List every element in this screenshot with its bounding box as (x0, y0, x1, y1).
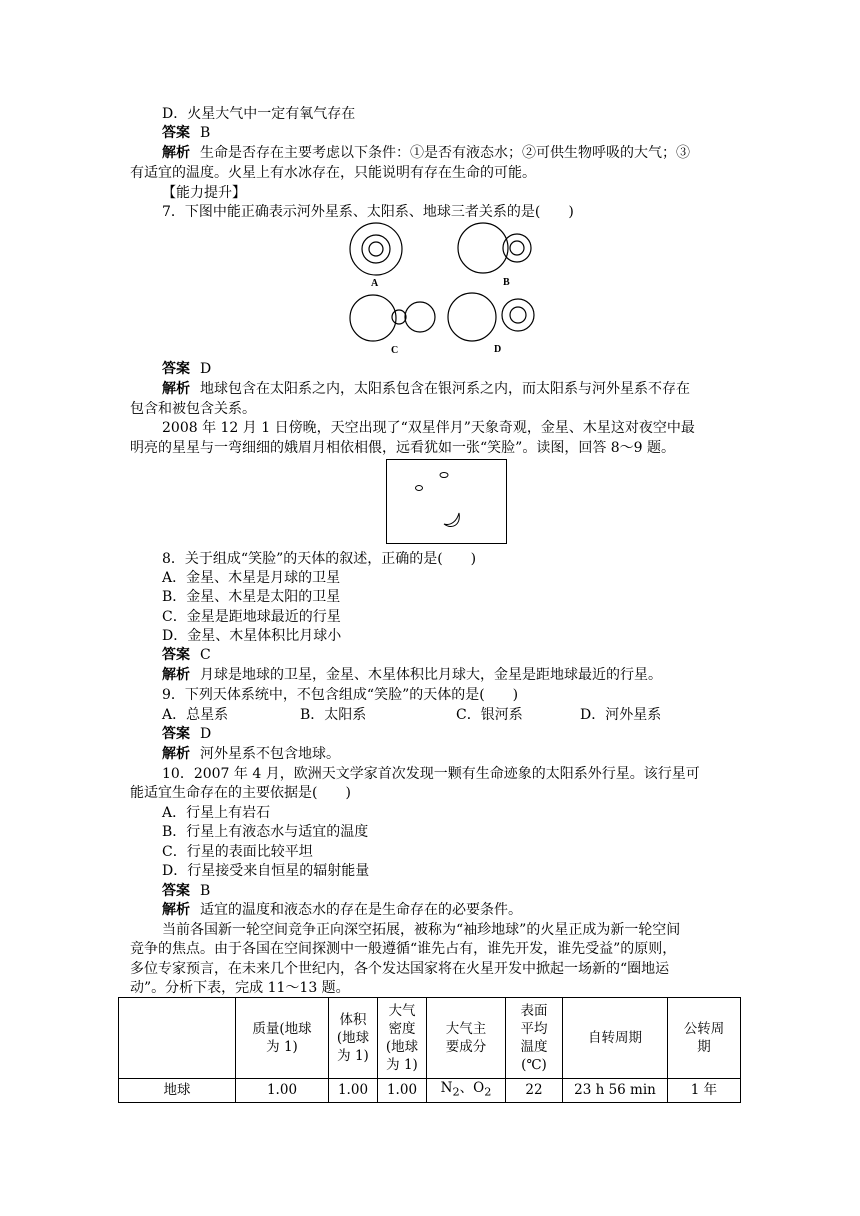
q8-option-c: C．金星是距地球最近的行星 (162, 609, 341, 625)
q7-analysis (162, 380, 690, 399)
analysis-label: 解析 (162, 381, 190, 397)
q10-stem-line-1: 10．2007 年 4 月，欧洲天文学家首次发现一颗有生命迹象的太阳系外行星。该行星可 (162, 766, 700, 782)
diagram-a (350, 223, 402, 289)
q10-analysis (162, 901, 522, 920)
q8-analysis (162, 666, 662, 685)
q9-option-d: D．河外星系 (580, 707, 662, 723)
q6-analysis (162, 144, 690, 163)
answer-value: D (200, 361, 212, 377)
diagram-c (350, 295, 435, 356)
q6-analysis-cont: 有适宜的温度。火星上有水冰存在，只能说明有存在生命的可能。 (130, 165, 536, 181)
q9-stem: 9．下列天体系统中，不包含组成“笑脸”的天体的是( ) (162, 687, 519, 703)
q6-option-d: D．火星大气中一定有氧气存在 (162, 106, 356, 122)
q8-stem: 8．关于组成“笑脸”的天体的叙述，正确的是( ) (162, 551, 477, 567)
diagram-b-label: B (503, 277, 510, 288)
analysis-label: 解析 (162, 145, 190, 161)
smiley-face-figure (386, 459, 508, 545)
intro-8-9-line-1: 2008 年 12 月 1 日傍晚，天空出现了“双星伴月”天象奇观，金星、木星这对夜空中最 (162, 420, 695, 436)
q7-answer (162, 360, 211, 379)
cell-composition: $N_2$、$O_2$ (427, 1079, 506, 1103)
planet-comparison-table (118, 997, 741, 1103)
diagram-d-label: D (494, 344, 502, 355)
intro-11-13-line-3: 多位专家预言，在未来几个世纪内，各个发达国家将在火星开发中掀起一场新的“圈地运 (130, 961, 670, 977)
analysis-label: 解析 (162, 746, 190, 762)
diagram-c-label: C (391, 345, 399, 356)
table-row (119, 1079, 741, 1103)
q9-option-b: B．太阳系 (300, 707, 367, 723)
analysis-text: 适宜的温度和液态水的存在是生命存在的必要条件。 (200, 902, 522, 918)
q9-answer (162, 725, 211, 744)
table-header-row (119, 998, 741, 1079)
header-cell-revolution: 公转周 期 (668, 998, 741, 1079)
header-cell-temperature: 表面 平均 温度 (℃) (506, 998, 563, 1079)
q7-figure (345, 222, 545, 357)
cell-mass: 1.00 (236, 1079, 329, 1103)
cell-temperature: 22 (506, 1079, 563, 1103)
q8-answer (162, 646, 211, 665)
q8-option-a: A．金星、木星是月球的卫星 (162, 570, 341, 586)
analysis-text: 生命是否存在主要考虑以下条件：①是否有液态水；②可供生物呼吸的大气；③ (200, 145, 690, 161)
section-heading: 【能力提升】 (162, 185, 246, 201)
cell-name: 地球 (119, 1079, 236, 1103)
header-cell-rotation: 自转周期 (563, 998, 668, 1079)
q8-option-b: B．金星、木星是太阳的卫星 (162, 589, 341, 605)
header-cell-density: 大气 密度 (地球 为 1) (378, 998, 427, 1079)
answer-label: 答案 (162, 125, 190, 141)
cell-rotation: 23 h 56 min (563, 1079, 668, 1103)
analysis-text: 月球是地球的卫星，金星、木星体积比月球大，金星是距地球最近的行星。 (200, 667, 662, 683)
cell-revolution: 1 年 (668, 1079, 741, 1103)
analysis-label: 解析 (162, 902, 190, 918)
answer-label: 答案 (162, 883, 190, 899)
header-cell-composition: 大气主 要成分 (427, 998, 506, 1079)
intro-11-13-line-4: 动”。分析下表，完成 11～13 题。 (130, 980, 350, 996)
cell-density: 1.00 (378, 1079, 427, 1103)
answer-label: 答案 (162, 647, 190, 663)
q10-option-d: D．行星接受来自恒星的辐射能量 (162, 863, 370, 879)
header-cell-mass: 质量(地球 为 1) (236, 998, 329, 1079)
answer-value: D (200, 726, 212, 742)
diagram-d (448, 293, 534, 355)
q10-answer (162, 882, 210, 901)
intro-11-13-line-1: 当前各国新一轮空间竞争正向深空拓展，被称为“袖珍地球”的火星正成为新一轮空间 (162, 922, 681, 938)
header-cell-blank (119, 998, 236, 1079)
answer-value: B (200, 883, 211, 899)
q7-stem: 7．下图中能正确表示河外星系、太阳系、地球三者关系的是( ) (162, 204, 574, 220)
q7-analysis-cont: 包含和被包含关系。 (130, 401, 256, 417)
diagram-a-label: A (371, 278, 379, 289)
cell-volume: 1.00 (329, 1079, 378, 1103)
q9-analysis (162, 745, 340, 764)
q10-option-b: B．行星上有液态水与适宜的温度 (162, 824, 369, 840)
q10-option-c: C．行星的表面比较平坦 (162, 844, 313, 860)
q10-stem-line-2: 能适宜生命存在的主要依据是( ) (130, 785, 351, 801)
q9-option-c: C．银河系 (456, 707, 523, 723)
intro-8-9-line-2: 明亮的星星与一弯细细的娥眉月相依相偎，远看犹如一张“笑脸”。读图，回答 8～9 题。 (130, 440, 676, 456)
q9-option-a: A．总星系 (162, 707, 229, 723)
analysis-label: 解析 (162, 667, 190, 683)
q6-answer (162, 124, 210, 143)
analysis-text: 河外星系不包含地球。 (200, 746, 340, 762)
answer-value: C (200, 647, 211, 663)
diagram-b (458, 223, 531, 288)
answer-value: B (200, 125, 211, 141)
q8-option-d: D．金星、木星体积比月球小 (162, 628, 342, 644)
analysis-text: 地球包含在太阳系之内，太阳系包含在银河系之内，而太阳系与河外星系不存在 (200, 381, 690, 397)
q10-option-a: A．行星上有岩石 (162, 805, 271, 821)
answer-label: 答案 (162, 361, 190, 377)
answer-label: 答案 (162, 726, 190, 742)
header-cell-volume: 体积 (地球 为 1) (329, 998, 378, 1079)
intro-11-13-line-2: 竞争的焦点。由于各国在空间探测中一般遵循“谁先占有，谁先开发，谁先受益”的原则， (130, 941, 677, 957)
